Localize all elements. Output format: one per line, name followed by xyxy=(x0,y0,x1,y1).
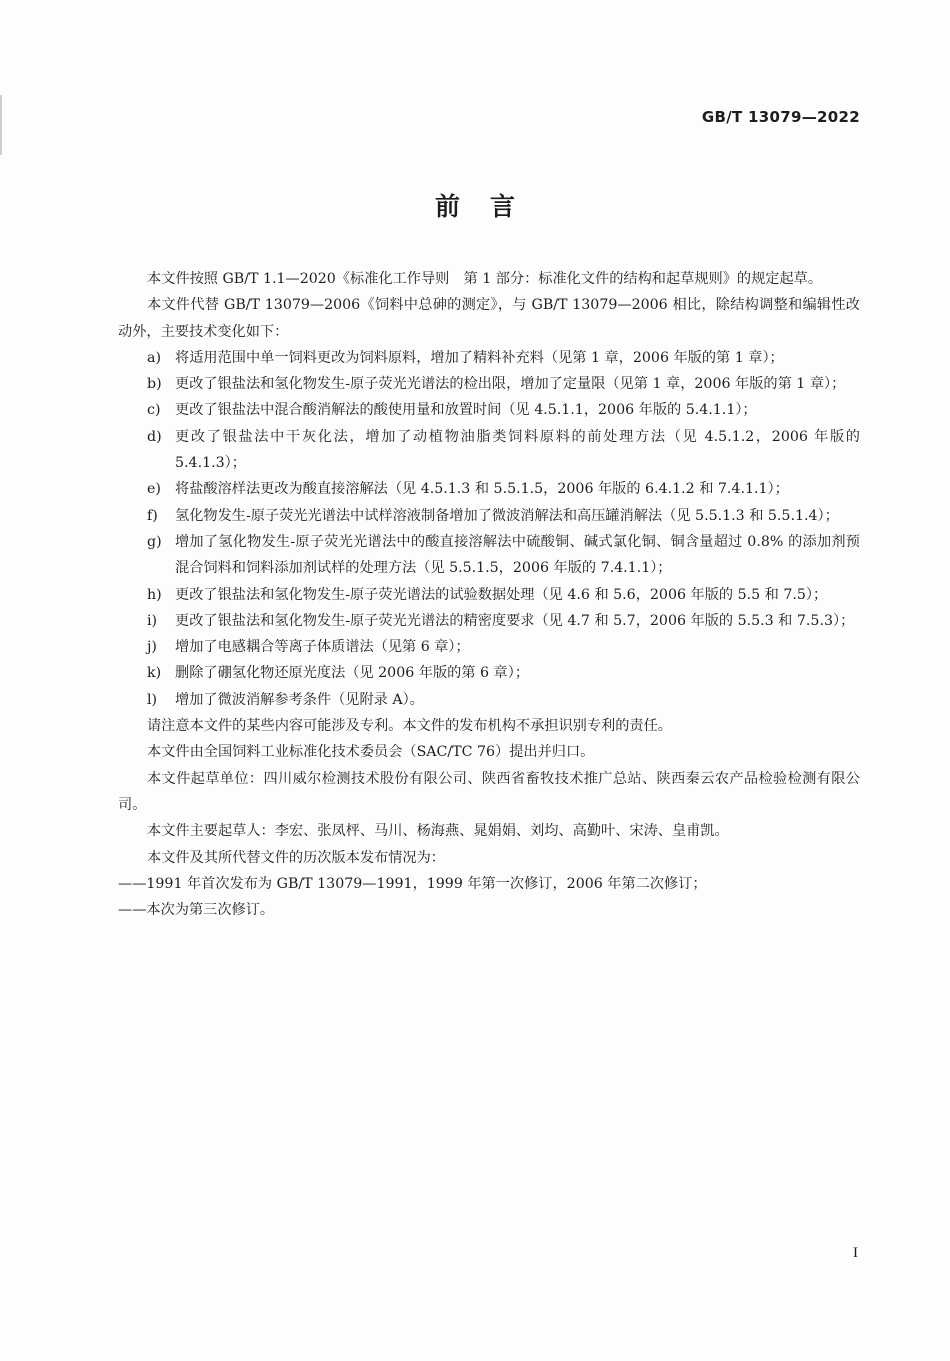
list-item-text: 更改了银盐法和氢化物发生-原子荧光谱法的试验数据处理（见 4.6 和 5.6，2006 年版的 5.5 和 7.5）； xyxy=(175,586,828,603)
foreword-body xyxy=(118,266,860,923)
list-item-label: e) xyxy=(147,481,161,498)
list-item xyxy=(118,687,860,713)
list-item-text: 更改了银盐法中干灰化法，增加了动植物油脂类饲料原料的前处理方法（见 4.5.1.2，2006 年版的 5.4.1.3）； xyxy=(175,428,860,472)
list-item-text: 将适用范围中单一饲料更改为饲料原料，增加了精料补充料（见第 1 章，2006 年版的第 1 章）； xyxy=(175,349,784,366)
list-item-label: l) xyxy=(147,691,158,708)
list-item-label: b) xyxy=(147,376,162,393)
list-item-text: 将盐酸溶样法更改为酸直接溶解法（见 4.5.1.3 和 5.5.1.5，2006 年版的 6.4.1.2 和 7.4.1.1）； xyxy=(175,481,789,498)
standard-code: GB/T 13079—2022 xyxy=(701,108,860,126)
list-item-text: 更改了银盐法中混合酸消解法的酸使用量和放置时间（见 4.5.1.1，2006 年版的 5.4.1.1）； xyxy=(175,402,757,419)
list-item xyxy=(118,476,860,502)
list-item xyxy=(118,660,860,686)
proposer-paragraph: 本文件由全国饲料工业标准化技术委员会（SAC/TC 76）提出并归口。 xyxy=(147,744,595,761)
list-item-text: 删除了硼氢化物还原光度法（见 2006 年版的第 6 章）； xyxy=(175,665,530,682)
list-item-label: c) xyxy=(147,402,161,419)
drafting-units-paragraph: 本文件起草单位：四川威尔检测技术股份有限公司、陕西省畜牧技术推广总站、陕西秦云农产品检验检测有限公司。 xyxy=(118,770,860,813)
list-item xyxy=(118,503,860,529)
list-item xyxy=(118,529,860,582)
list-item-text: 增加了电感耦合等离子体质谱法（见第 6 章）； xyxy=(175,639,470,656)
drafters-paragraph: 本文件主要起草人：李宏、张凤枰、马川、杨海燕、晁娟娟、刘均、高勤叶、宋涛、皇甫凯。 xyxy=(147,823,729,840)
list-item xyxy=(118,608,860,634)
list-item-text: 增加了氢化物发生-原子荧光光谱法中的酸直接溶解法中硫酸铜、碱式氯化铜、铜含量超过 0.8% 的添加剂预混合饲料和饲料添加剂试样的处理方法（见 5.5.1.5，2006 年版的 7.4.1.1）； xyxy=(175,533,860,577)
intro-paragraph-2: 本文件代替 GB/T 13079—2006《饲料中总砷的测定》，与 GB/T 13079—2006 相比，除结构调整和编辑性改动外，主要技术变化如下： xyxy=(118,297,860,340)
list-item-label: d) xyxy=(147,428,162,445)
scan-edge-mark xyxy=(0,95,2,155)
changes-list xyxy=(118,345,860,713)
intro-paragraph-1: 本文件按照 GB/T 1.1—2020《标准化工作导则 第 1 部分：标准化文件的结构和起草规则》的规定起草。 xyxy=(147,271,823,287)
list-item-label: a) xyxy=(147,349,161,366)
page-title: 前言 xyxy=(434,192,545,221)
list-item-label: f) xyxy=(147,507,158,524)
list-item-text: 更改了银盐法和氢化物发生-原子荧光光谱法的检出限，增加了定量限（见第 1 章，2006 年版的第 1 章）； xyxy=(175,376,846,393)
list-item xyxy=(118,634,860,660)
list-item-label: i) xyxy=(147,612,158,629)
page-number: I xyxy=(853,1245,858,1261)
list-item-text: 氢化物发生-原子荧光光谱法中试样溶液制备增加了微波消解法和高压罐消解法（见 5.5.1.3 和 5.5.1.4）； xyxy=(175,507,839,524)
history-item: ——1991 年首次发布为 GB/T 13079—1991，1999 年第一次修订，2006 年第二次修订； xyxy=(118,875,707,892)
patent-notice: 请注意本文件的某些内容可能涉及专利。本文件的发布机构不承担识别专利的责任。 xyxy=(147,718,672,735)
history-item: ——本次为第三次修订。 xyxy=(118,902,275,919)
list-item xyxy=(118,371,860,397)
list-item xyxy=(118,424,860,477)
list-item-text: 增加了微波消解参考条件（见附录 A）。 xyxy=(175,691,424,708)
list-item xyxy=(118,582,860,608)
list-item-label: g) xyxy=(147,533,162,550)
list-item-label: h) xyxy=(147,586,162,603)
history-intro-paragraph: 本文件及其所代替文件的历次版本发布情况为： xyxy=(147,849,445,866)
list-item xyxy=(118,397,860,423)
list-item xyxy=(118,345,860,371)
list-item-text: 更改了银盐法和氢化物发生-原子荧光光谱法的精密度要求（见 4.7 和 5.7，2006 年版的 5.5.3 和 7.5.3）； xyxy=(175,612,855,629)
list-item-label: k) xyxy=(147,665,162,682)
list-item-label: j) xyxy=(147,639,157,656)
